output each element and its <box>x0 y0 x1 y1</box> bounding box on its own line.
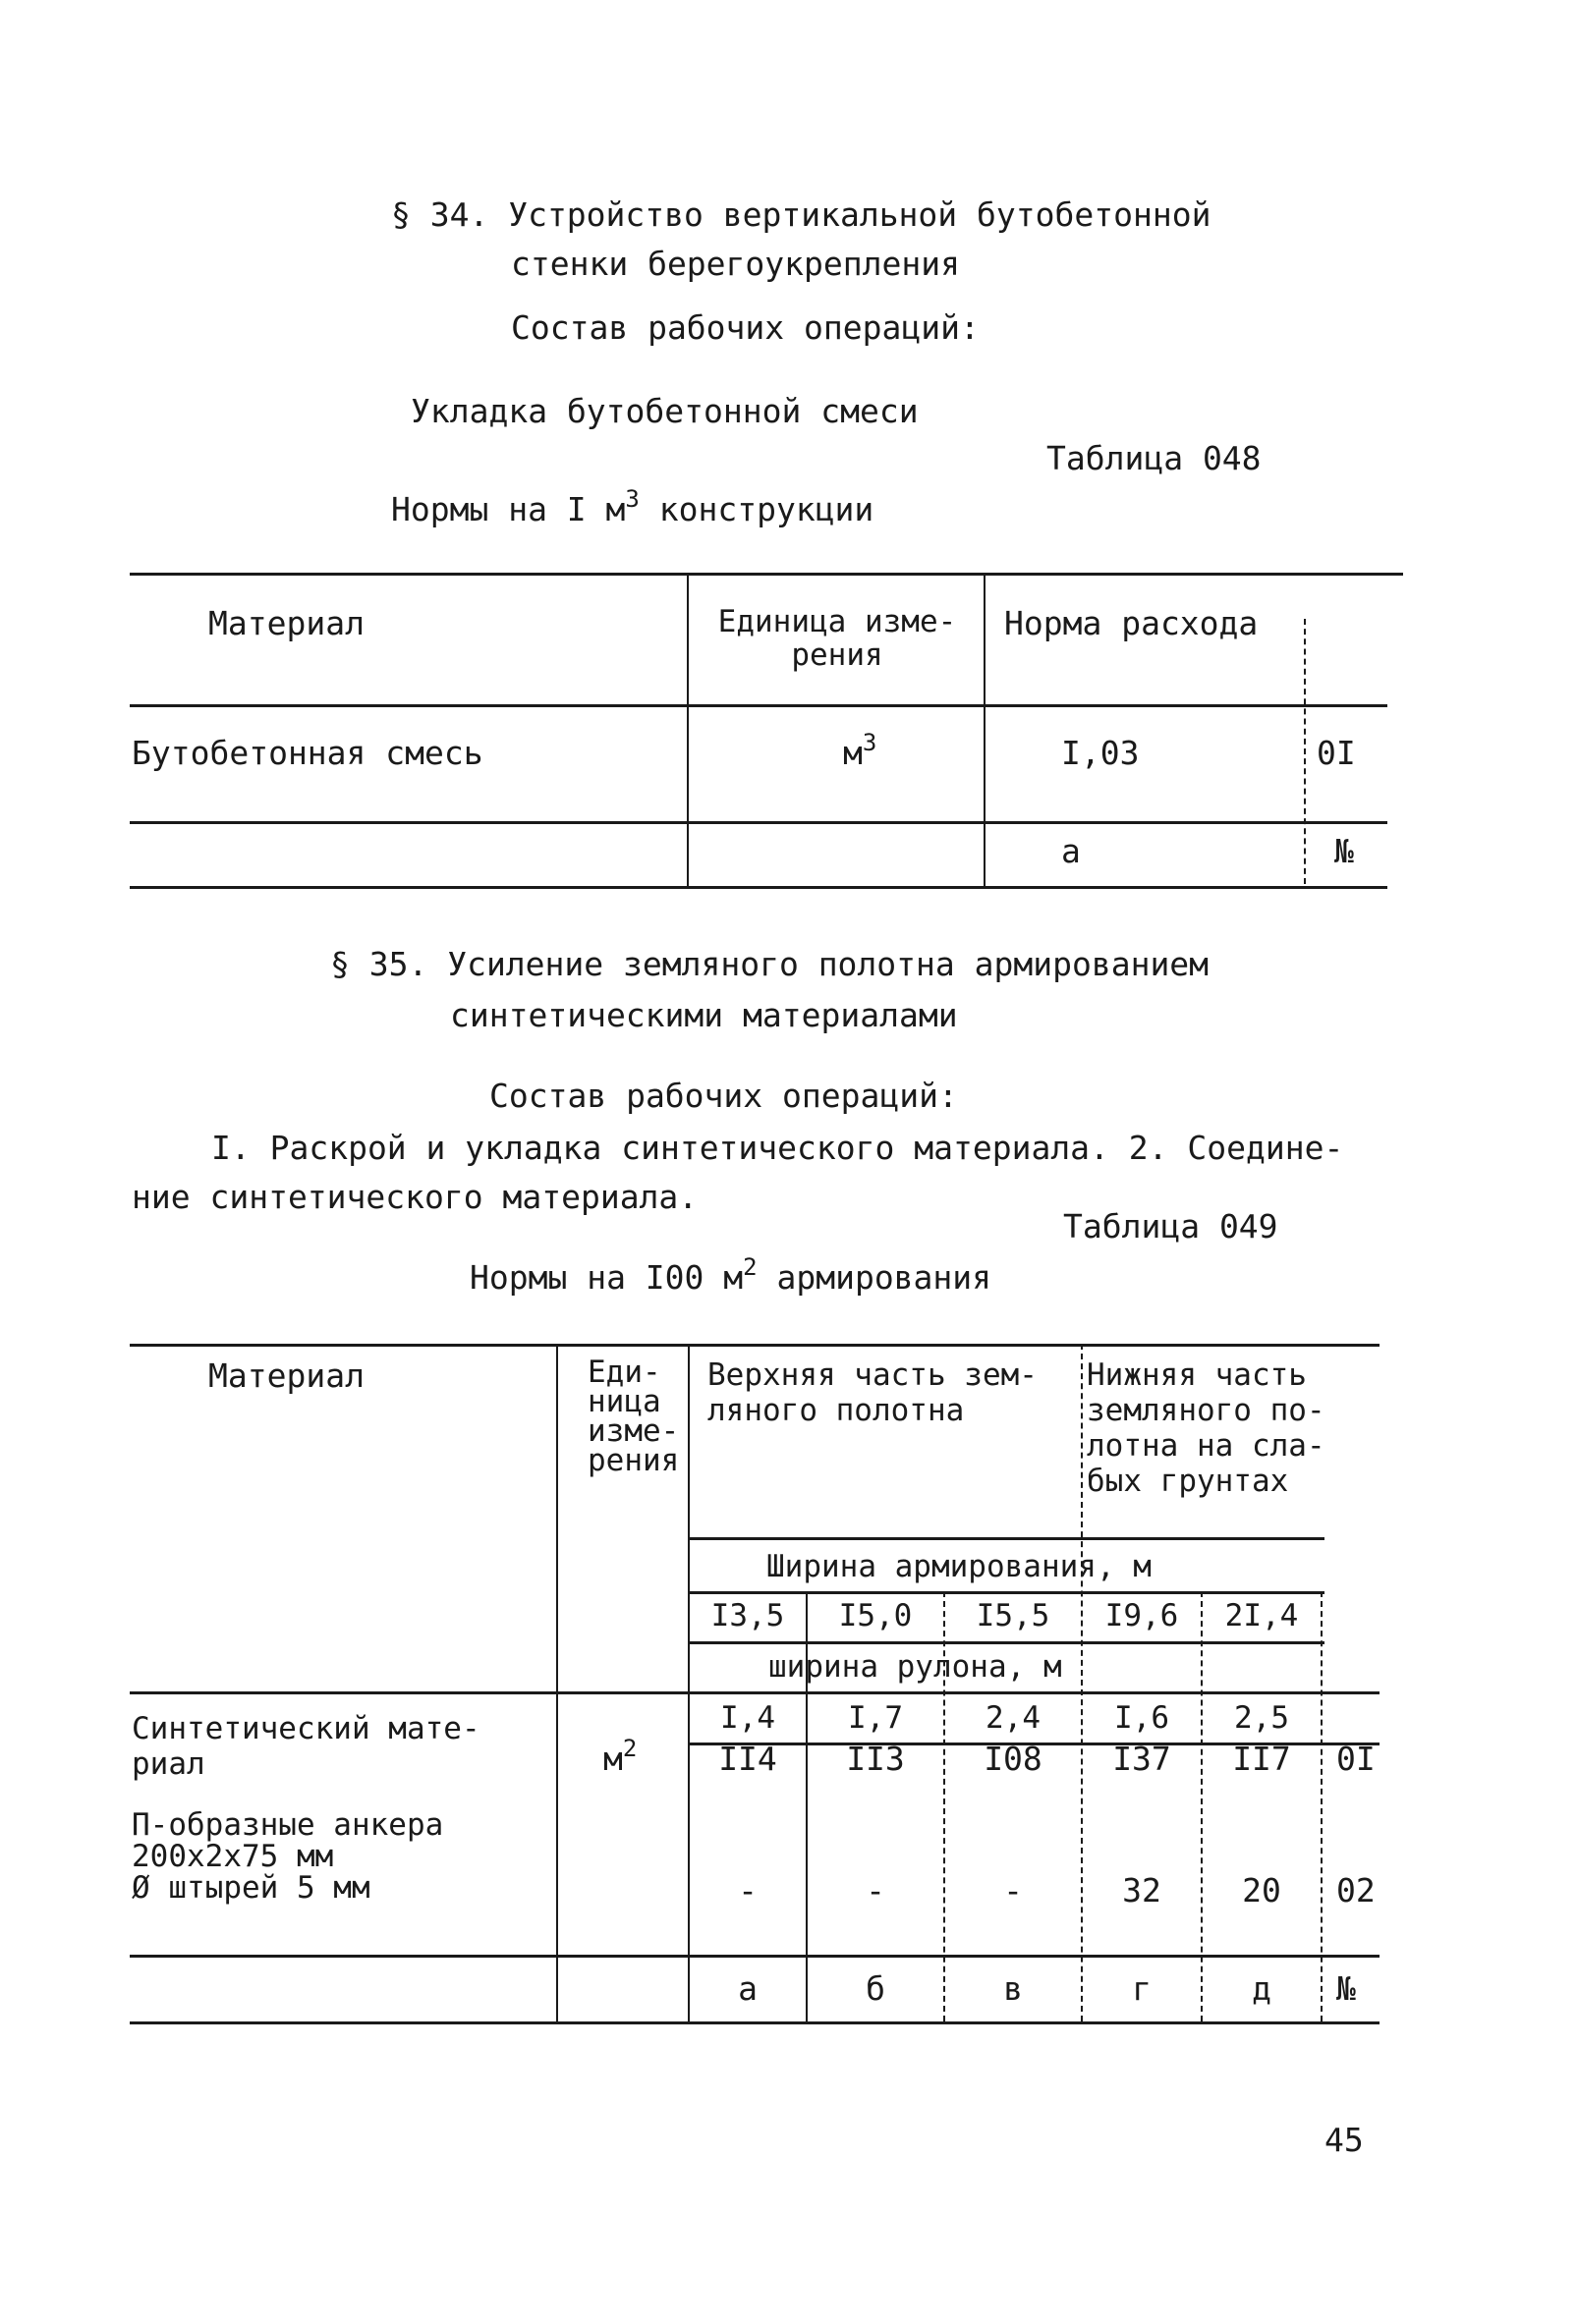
norms-sup: 3 <box>625 485 640 513</box>
section-35-ops-text-cont: ние синтетического материала. <box>132 1178 699 1216</box>
section-34-ops-title: Состав рабочих операций: <box>511 308 980 347</box>
cell-unit-text: м <box>843 734 863 772</box>
cell-material: Бутобетонная смесь <box>132 734 483 772</box>
section-35-heading-cont: синтетическими материалами <box>450 996 958 1034</box>
norms-suffix: армирования <box>757 1258 992 1297</box>
row2-value-e: 20 <box>1242 1871 1281 1909</box>
row2-value-a: - <box>738 1871 758 1909</box>
footer-col-e: д <box>1252 1969 1271 2008</box>
cell-unit-sup: 3 <box>862 729 877 756</box>
row2-material-line3: Ø штырей 5 мм <box>132 1870 370 1906</box>
row1-material-line2: риал <box>132 1746 205 1782</box>
section-35-heading: § 35. Усиление земляного полотна армированием <box>330 945 1210 983</box>
th-lower-line4: бых грунтах <box>1087 1464 1289 1499</box>
th-width-3: I5,5 <box>976 1598 1050 1633</box>
th-unit-line4: рения <box>588 1443 680 1478</box>
th-upper-part <box>707 1357 1038 1428</box>
th-roll-2: I,7 <box>848 1700 903 1736</box>
th-unit <box>588 1355 680 1478</box>
footer-col-a: а <box>738 1969 758 2008</box>
section-34-heading: § 34. Устройство вертикальной бутобетонной <box>391 195 1211 234</box>
row1-unit <box>603 1735 638 1778</box>
th-lower-line3: лотна на сла- <box>1087 1428 1325 1464</box>
row1-value-d: I37 <box>1112 1740 1171 1778</box>
th-unit <box>690 605 985 672</box>
row2-value-b: - <box>866 1871 885 1909</box>
th-material: Материал <box>208 604 365 642</box>
th-unit-line2: ница <box>588 1384 661 1419</box>
norms-sup: 2 <box>743 1253 758 1281</box>
cell-code: 0I <box>1317 734 1356 772</box>
footer-num: № <box>1336 1969 1356 2008</box>
th-roll-1: I,4 <box>720 1700 775 1736</box>
row2-code: 02 <box>1336 1871 1376 1909</box>
table-049-norms <box>470 1253 992 1297</box>
th-unit-line2: рения <box>791 637 883 673</box>
page-number: 45 <box>1324 2121 1364 2159</box>
th-roll-3: 2,4 <box>986 1700 1041 1736</box>
th-width-1: I3,5 <box>710 1598 785 1633</box>
th-norm: Норма расхода <box>1004 604 1259 642</box>
th-unit-line1: Единица изме- <box>717 604 957 639</box>
row1-value-c: I08 <box>984 1740 1042 1778</box>
section-35-ops-title: Состав рабочих операций: <box>489 1077 958 1115</box>
th-lower-part <box>1087 1357 1325 1499</box>
section-35-ops-text: I. Раскрой и укладка синтетического материала. 2. Соедине- <box>211 1129 1344 1167</box>
section-34-ops-text: Укладка бутобетонной смеси <box>411 392 919 430</box>
th-unit-line1: Еди- <box>588 1355 661 1390</box>
row1-unit-text: м <box>603 1740 623 1778</box>
row2-material-line2: 200x2x75 мм <box>132 1839 334 1874</box>
row1-value-e: II7 <box>1232 1740 1291 1778</box>
row1-value-a: II4 <box>718 1740 777 1778</box>
th-width-label: Ширина армирования, м <box>766 1549 1152 1584</box>
th-roll-label: ширина рулона, м <box>768 1649 1062 1685</box>
row1-material-line1: Синтетический мате- <box>132 1711 480 1746</box>
th-roll-4: I,6 <box>1114 1700 1169 1736</box>
footer-col-b: б <box>866 1969 885 2008</box>
th-material: Материал <box>208 1356 365 1395</box>
th-unit-line3: изме- <box>588 1413 680 1449</box>
footer-col-a: а <box>1061 832 1081 870</box>
table-049-label: Таблица 049 <box>1063 1207 1278 1245</box>
row1-material <box>132 1711 480 1782</box>
norms-prefix: Нормы на I м <box>391 490 626 528</box>
norms-suffix: конструкции <box>639 490 874 528</box>
footer-col-c: в <box>1003 1969 1023 2008</box>
th-width-2: I5,0 <box>838 1598 913 1633</box>
th-lower-line2: земляного по- <box>1087 1393 1325 1428</box>
th-upper-line1: Верхняя часть зем- <box>707 1357 1038 1393</box>
row1-value-b: II3 <box>846 1740 905 1778</box>
footer-num: № <box>1334 832 1354 870</box>
th-width-5: 2I,4 <box>1224 1598 1299 1633</box>
th-upper-line2: ляного полотна <box>707 1393 965 1428</box>
row1-unit-sup: 2 <box>622 1735 638 1762</box>
th-roll-5: 2,5 <box>1234 1700 1289 1736</box>
row2-material-line1: П-образные анкера <box>132 1807 444 1843</box>
footer-col-d: г <box>1132 1969 1152 2008</box>
row2-value-d: 32 <box>1122 1871 1161 1909</box>
th-lower-line1: Нижняя часть <box>1087 1357 1307 1393</box>
norms-prefix: Нормы на I00 м <box>470 1258 744 1297</box>
table-048-norms <box>391 485 874 528</box>
row2-value-c: - <box>1003 1871 1023 1909</box>
cell-unit <box>843 729 877 772</box>
row1-code: 0I <box>1336 1740 1376 1778</box>
table-048-label: Таблица 048 <box>1046 439 1262 477</box>
th-width-4: I9,6 <box>1104 1598 1179 1633</box>
cell-value: I,03 <box>1061 734 1140 772</box>
row2-material <box>132 1809 443 1904</box>
section-34-heading-cont: стенки берегоукрепления <box>511 245 960 283</box>
